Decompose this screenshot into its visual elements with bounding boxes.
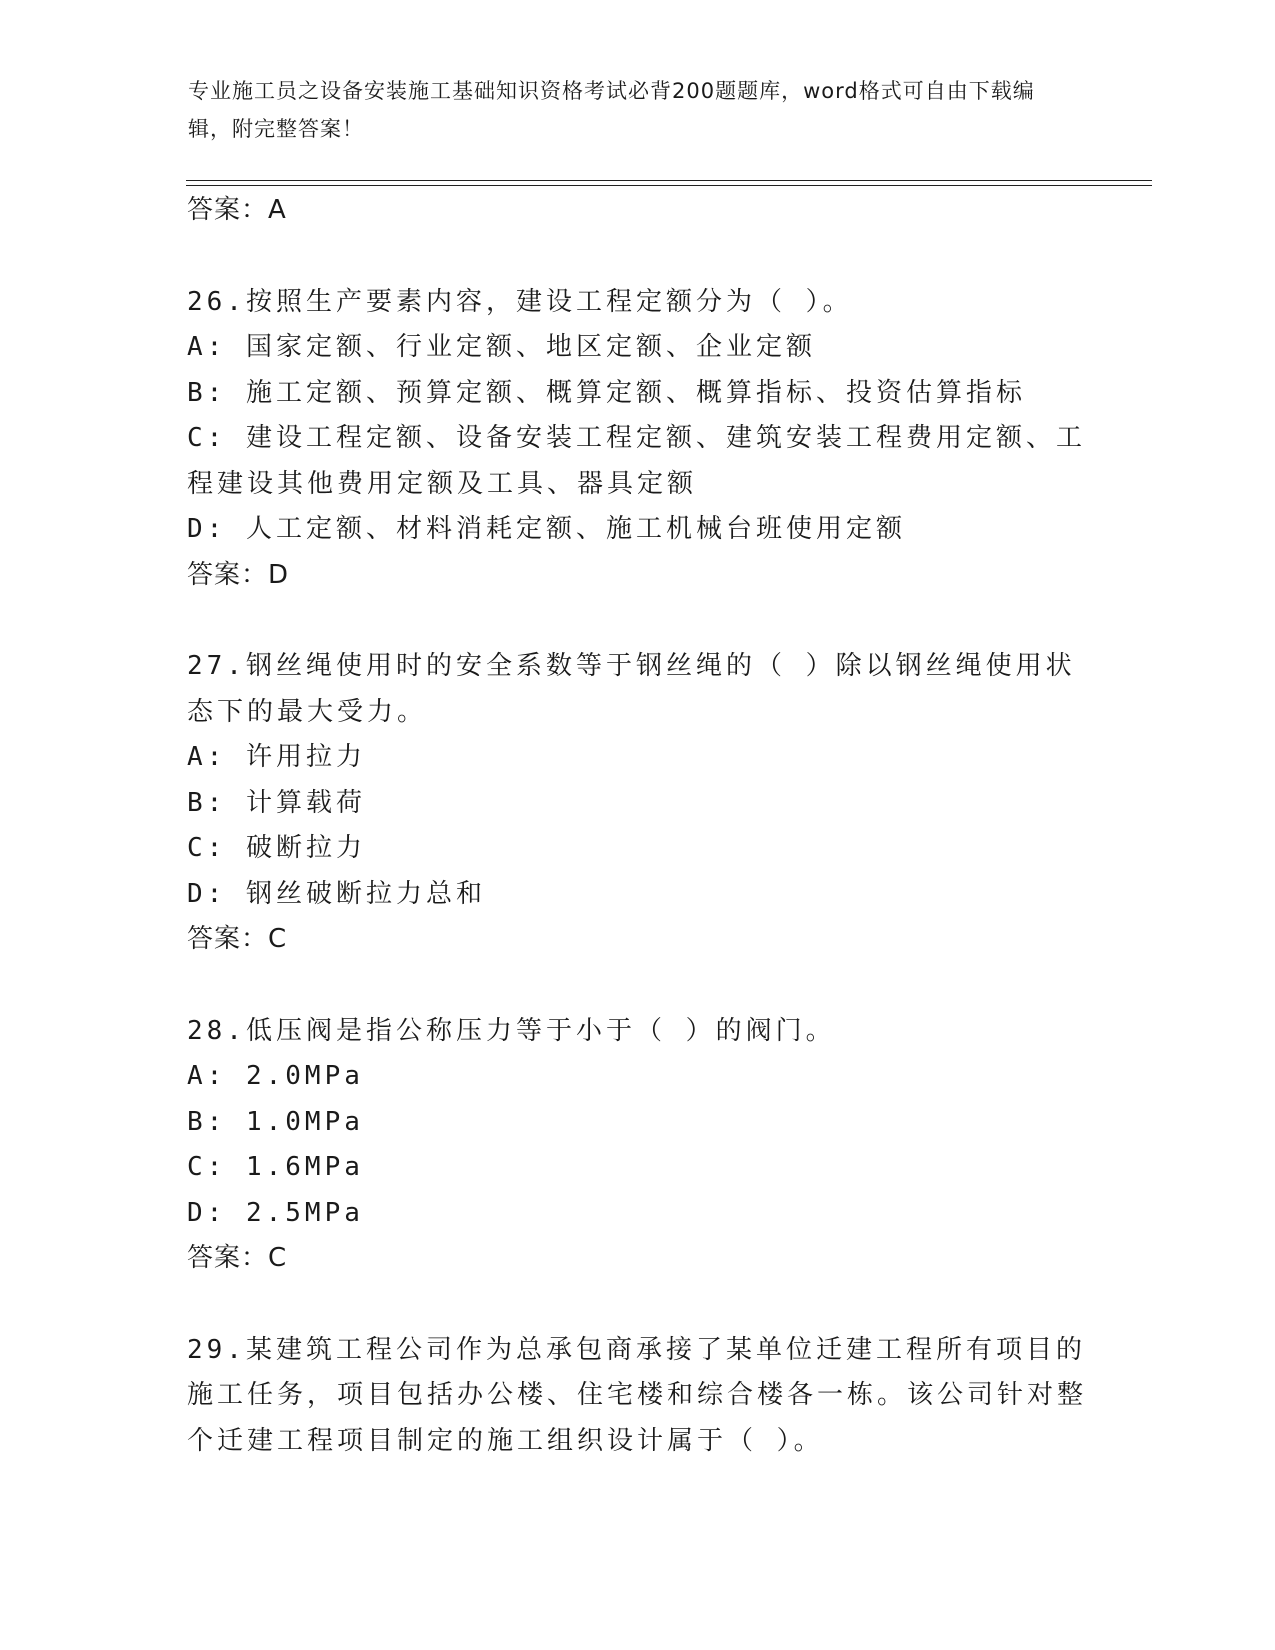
option-b: B: 施工定额、预算定额、概算定额、概算指标、投资估算指标 bbox=[187, 377, 1026, 408]
spacer bbox=[187, 963, 1087, 1009]
question-stem: 26.按照生产要素内容，建设工程定额分为（ ）。 bbox=[187, 286, 853, 317]
question-stem: 28.低压阀是指公称压力等于小于（ ）的阀门。 bbox=[187, 1015, 836, 1046]
answer-line: 答案：A bbox=[187, 195, 287, 225]
option-b: B: 计算载荷 bbox=[187, 787, 366, 818]
option-c: C: 建设工程定额、设备安装工程定额、建筑安装工程费用定额、工程建设其他费用定额及工具、器具定额 bbox=[187, 423, 1086, 499]
option-b: B: 1.0MPa bbox=[187, 1106, 364, 1137]
question-stem: 29.某建筑工程公司作为总承包商承接了某单位迁建工程所有项目的施工任务，项目包括办公楼、住宅楼和综合楼各一栋。该公司针对整个迁建工程项目制定的施工组织设计属于（ ）。 bbox=[187, 1334, 1088, 1456]
option-a: A: 国家定额、行业定额、地区定额、企业定额 bbox=[187, 332, 816, 362]
spacer bbox=[187, 598, 1087, 644]
answer-line: 答案：C bbox=[187, 1243, 288, 1273]
document-header: 专业施工员之设备安装施工基础知识资格考试必背200题题库，word格式可自由下载编辑，附完整答案！ bbox=[188, 79, 1035, 141]
spacer bbox=[187, 1282, 1087, 1328]
header-divider-bottom bbox=[186, 185, 1152, 186]
question-block bbox=[187, 280, 1087, 599]
answer-line: 答案：C bbox=[187, 924, 288, 954]
question-block bbox=[187, 644, 1087, 963]
question-block bbox=[187, 1328, 1087, 1465]
option-c: C: 破断拉力 bbox=[187, 833, 366, 863]
spacer bbox=[187, 234, 1087, 280]
question-stem: 27.钢丝绳使用时的安全系数等于钢丝绳的（ ）除以钢丝绳使用状态下的最大受力。 bbox=[187, 651, 1076, 727]
header-divider-top bbox=[186, 180, 1152, 181]
answer-line: 答案：D bbox=[187, 559, 290, 590]
option-a: A: 2.0MPa bbox=[187, 1061, 364, 1091]
option-c: C: 1.6MPa bbox=[187, 1152, 364, 1182]
question-block bbox=[187, 1009, 1087, 1282]
option-a: A: 许用拉力 bbox=[187, 742, 366, 772]
option-d: D: 人工定额、材料消耗定额、施工机械台班使用定额 bbox=[187, 514, 906, 544]
question-list bbox=[187, 188, 1087, 1464]
option-d: D: 钢丝破断拉力总和 bbox=[187, 878, 486, 909]
option-d: D: 2.5MPa bbox=[187, 1197, 364, 1228]
